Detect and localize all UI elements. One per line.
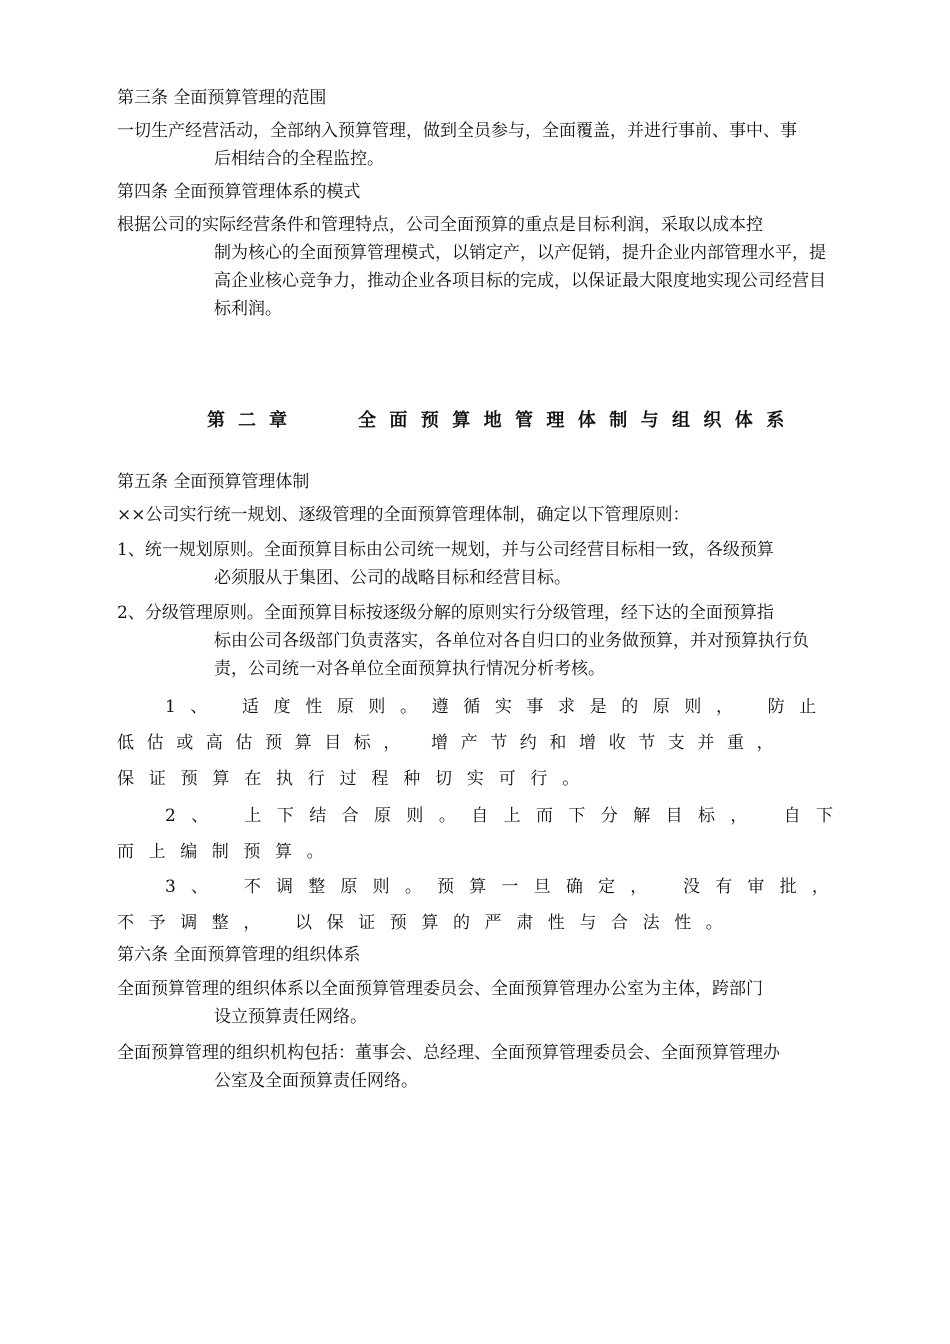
item-2-first: 2、分级管理原则。全面预算目标按逐级分解的原则实行分级管理，经下达的全面预算指 <box>117 603 774 623</box>
article-4-heading: 第四条 全面预算管理体系的模式 <box>117 182 361 202</box>
chapter-title: 全面预算地管理体制与组织体系 <box>358 410 798 431</box>
article-5-heading: 第五条 全面预算管理体制 <box>117 472 310 492</box>
article-4-body-cont: 制为核心的全面预算管理模式，以销定产，以产促销，提升企业内部管理水平，提高企业核心竞争力，推动企业各项目标的完成，以保证最大限度地实现公司经营目标利润。 <box>214 243 826 319</box>
article-6-para-1 <box>117 975 837 1031</box>
principle-3-line-2: 不予调整， 以保证预算的严肃性与合法性。 <box>117 913 738 933</box>
article-6-para-1-first: 全面预算管理的组织体系以全面预算管理委员会、全面预算管理办公室为主体，跨部门 <box>117 979 763 999</box>
principle-3-line-1: 3、 不调整原则。预算一旦确定， 没有审批， <box>165 877 845 897</box>
article-6-heading: 第六条 全面预算管理的组织体系 <box>117 945 361 965</box>
item-1-cont: 必须服从于集团、公司的战略目标和经营目标。 <box>214 568 571 588</box>
principle-2-line-1: 2、 上下结合原则。自上而下分解目标， 自下 <box>165 806 849 826</box>
article-3-body-first: 一切生产经营活动，全部纳入预算管理，做到全员参与，全面覆盖，并进行事前、事中、事 <box>117 121 797 141</box>
item-1-first: 1、统一规划原则。全面预算目标由公司统一规划，并与公司经营目标相一致，各级预算 <box>117 540 774 560</box>
article-6-para-1-cont: 设立预算责任网络。 <box>214 1007 367 1027</box>
article-6-para-2-first: 全面预算管理的组织机构包括：董事会、总经理、全面预算管理委员会、全面预算管理办 <box>117 1043 780 1063</box>
article-6-para-2 <box>117 1039 837 1095</box>
article-6-para-2-cont: 公室及全面预算责任网络。 <box>214 1071 418 1091</box>
principle-1-line-3: 保证预算在执行过程种切实可行。 <box>117 769 594 789</box>
article-3-body-cont: 后相结合的全程监控。 <box>214 149 384 169</box>
article-5-intro: ××公司实行统一规划、逐级管理的全面预算管理体制，确定以下管理原则： <box>117 505 690 525</box>
principle-1-line-1: 1、 适度性原则。遵循实事求是的原则， 防止 <box>165 697 831 717</box>
principle-2-line-2: 而上编制预算。 <box>117 842 339 862</box>
principle-1-line-2: 低估或高估预算目标， 增产节约和增收节支并重， <box>117 733 787 753</box>
article-4-body-first: 根据公司的实际经营条件和管理特点，公司全面预算的重点是目标利润，采取以成本控 <box>117 215 763 235</box>
article-5-item-1 <box>117 536 837 592</box>
article-4-body <box>117 211 837 323</box>
item-2-cont: 标由公司各级部门负责落实，各单位对各自归口的业务做预算，并对预算执行负责，公司统一对各单位全面预算执行情况分析考核。 <box>214 631 809 679</box>
article-5-item-2 <box>117 599 837 683</box>
article-3-body <box>117 117 837 173</box>
article-3-heading: 第三条 全面预算管理的范围 <box>117 88 327 108</box>
chapter-number: 第二章 <box>207 410 300 431</box>
